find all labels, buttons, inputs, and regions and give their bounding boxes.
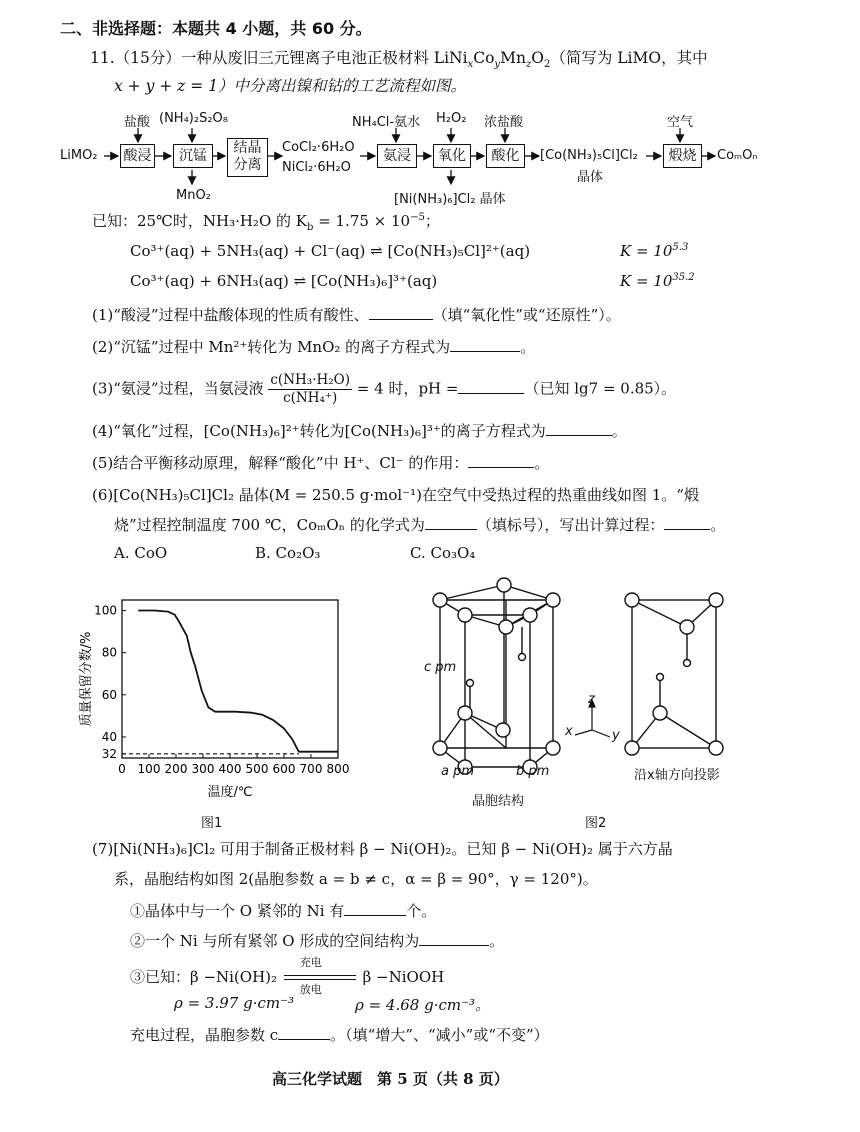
step-calcination: 煅烧	[663, 144, 702, 168]
dimension-c: c pm	[424, 660, 457, 675]
axis-z-label: z	[588, 692, 595, 707]
option-c: C. Co₃O₄	[410, 544, 476, 562]
density-ni-oh2: ρ = 3.97 g·cm⁻³	[174, 994, 295, 1012]
reagent-nh4cl-ammonia: NH₄Cl-氨水	[352, 115, 421, 130]
y-tick-label: 32	[101, 746, 117, 761]
answer-blank-6a[interactable]	[425, 515, 477, 530]
dimension-b: b pm	[516, 764, 550, 779]
density-niooh: ρ = 4.68 g·cm⁻³。	[355, 996, 491, 1014]
output-ni-complex: [Ni(NH₃)₆]Cl₂ 晶体	[394, 192, 506, 207]
option-a: A. CoO	[114, 544, 168, 562]
x-tick-label: 500	[245, 762, 269, 776]
x-tick-label: 300	[191, 762, 215, 776]
step-acid-leach: 酸浸	[120, 144, 155, 168]
answer-blank-4[interactable]	[546, 421, 612, 436]
answer-blank-6b[interactable]	[664, 515, 710, 530]
figure-1-tg-chart	[70, 588, 360, 828]
plot-frame	[122, 600, 338, 758]
step-ammonia-leach: 氨浸	[377, 144, 417, 168]
product-nicl2: NiCl₂·6H₂O	[282, 160, 351, 175]
mass-retention-curve	[138, 611, 338, 752]
x-axis-label: 温度/℃	[207, 785, 253, 800]
answer-blank-5[interactable]	[468, 453, 534, 468]
axis-x-label: x	[565, 724, 573, 739]
y-tick-label: 80	[101, 645, 117, 660]
figure-2-caption: 图2	[585, 816, 607, 831]
question-7-line1: (7)[Ni(NH₃)₆]Cl₂ 可用于制备正极材料 β − Ni(OH)₂。已知 β − Ni(OH)₂ 属于六方晶	[92, 840, 673, 858]
product-co-complex: [Co(NH₃)₅Cl]Cl₂	[540, 148, 638, 163]
question-1: (1)“酸浸”过程中盐酸体现的性质有酸性、 （填“氧化性”或“还原性”）。	[92, 306, 621, 324]
question-2: (2)“沉锰”过程中 Mn²⁺转化为 MnO₂ 的离子方程式为 。	[92, 338, 536, 356]
y-tick-label: 100	[94, 603, 117, 618]
y-tick-label: 60	[101, 687, 117, 702]
page-footer: 高三化学试题 第 5 页（共 8 页）	[272, 1070, 509, 1088]
x-tick-label: 800	[326, 762, 350, 776]
question-4: (4)“氧化”过程，[Co(NH₃)₆]²⁺转化为[Co(NH₃)₆]³⁺的离子方程式为 。	[92, 422, 627, 440]
y-axis-label: 质量保留分数/%	[79, 631, 94, 727]
equilibrium-1-k: $K = 10^{5.3}$	[620, 242, 689, 260]
figure-2-crystal-structure	[410, 575, 750, 795]
answer-blank-1[interactable]	[369, 305, 433, 320]
reagent-persulfate: (NH₄)₂S₂O₈	[159, 111, 228, 126]
step-oxidation: 氧化	[433, 144, 471, 168]
question-3: (3)“氨浸”过程，当氨浸液 $\frac{\text{c(NH₃·H₂O)}}{\text{c(NH₄⁺)}}$ = 4 时，pH = （已知 lg7 = 0.85）。	[92, 372, 677, 406]
answer-blank-3[interactable]	[458, 379, 524, 394]
reagent-air: 空气	[667, 115, 694, 130]
projection-atoms	[625, 593, 723, 755]
axis-y-label: y	[612, 728, 620, 743]
dimension-a: a pm	[441, 764, 475, 779]
figure-1-caption: 图1	[201, 816, 223, 831]
question-7-3-reaction: ③已知：β −Ni(OH)₂ 充电 放电 β −NiOOH	[130, 956, 445, 996]
x-tick-label: 400	[218, 762, 242, 776]
step-acidification: 酸化	[486, 144, 525, 168]
answer-blank-7-3[interactable]	[278, 1025, 330, 1040]
option-b: B. Co₂O₃	[255, 544, 321, 562]
question-7-line2: 系，晶胞结构如图 2(晶胞参数 a = b ≠ c，α = β = 90°，γ = 120°)。	[114, 870, 598, 888]
equilibrium-2: Co³⁺(aq) + 6NH₃(aq) ⇌ [Co(NH₃)₆]³⁺(aq)	[130, 272, 438, 290]
x-tick-label: 100	[137, 762, 161, 776]
cell-caption: 晶胞结构	[472, 794, 525, 809]
ratio-fraction: $\frac{\text{c(NH₃·H₂O)}}{\text{c(NH₄⁺)}}$	[270, 372, 351, 406]
answer-blank-7-1[interactable]	[344, 901, 406, 916]
x-tick-label: 700	[299, 762, 323, 776]
x-tick-label: 200	[164, 762, 188, 776]
flow-start: LiMO₂	[60, 148, 98, 163]
q11-intro: 11.（15分）一种从废旧三元锂离子电池正极材料 $LiNi_xCo_yMn_zO_2$（简写为 LiMO，其中	[90, 49, 708, 71]
question-7-4: 充电过程，晶胞参数 c 。（填“增大”、“减小”或“不变”）	[130, 1026, 549, 1044]
reagent-hcl: 盐酸	[124, 115, 151, 130]
flow-arrows	[0, 0, 860, 210]
output-mno2: MnO₂	[176, 188, 211, 203]
question-6-line1: (6)[Co(NH₃)₅Cl]Cl₂ 晶体(M = 250.5 g·mol⁻¹)在空气中受热过程的热重曲线如图 1。“煅	[92, 486, 699, 504]
question-7-2: ②一个 Ni 与所有紧邻 O 形成的空间结构为 。	[130, 932, 505, 950]
product-cocl2: CoCl₂·6H₂O	[282, 140, 355, 155]
known-kb: 已知：25℃时，NH₃·H₂O 的 $K_b = 1.75 \times 10^{-5}$；	[92, 212, 440, 233]
reversible-arrow: 充电 放电	[282, 968, 358, 988]
reagent-conc-hcl: 浓盐酸	[484, 115, 524, 130]
answer-blank-2[interactable]	[450, 337, 520, 352]
question-5: (5)结合平衡移动原理，解释“酸化”中 H⁺、Cl⁻ 的作用： 。	[92, 454, 550, 472]
projection-edges	[632, 600, 716, 748]
q11-intro-line2: x + y + z = 1）中分离出镍和钴的工艺流程如图。	[114, 77, 467, 95]
final-product: CoₘOₙ	[717, 148, 758, 163]
x-tick-label: 600	[272, 762, 296, 776]
step-mn-precipitation: 沉锰	[173, 144, 213, 168]
x-tick-label: 0	[118, 762, 126, 776]
question-6-line2: 烧”过程控制温度 700 ℃，CoₘOₙ 的化学式为 （填标号），写出计算过程： 。	[114, 516, 726, 534]
question-7-1: ①晶体中与一个 O 紧邻的 Ni 有 个。	[130, 902, 437, 920]
reagent-h2o2: H₂O₂	[436, 111, 467, 126]
product-co-complex-label: 晶体	[577, 170, 604, 185]
equilibrium-1: Co³⁺(aq) + 5NH₃(aq) + Cl⁻(aq) ⇌ [Co(NH₃)₅Cl]²⁺(aq)	[130, 242, 531, 260]
equilibrium-2-k: $K = 10^{35.2}$	[620, 272, 695, 290]
projection-caption: 沿x轴方向投影	[634, 768, 720, 783]
section-header: 二、非选择题：本题共 4 小题，共 60 分。	[60, 19, 372, 38]
answer-blank-7-2[interactable]	[419, 931, 489, 946]
step-crystallization: 结晶 分离	[227, 138, 268, 177]
y-tick-label: 40	[101, 729, 117, 744]
